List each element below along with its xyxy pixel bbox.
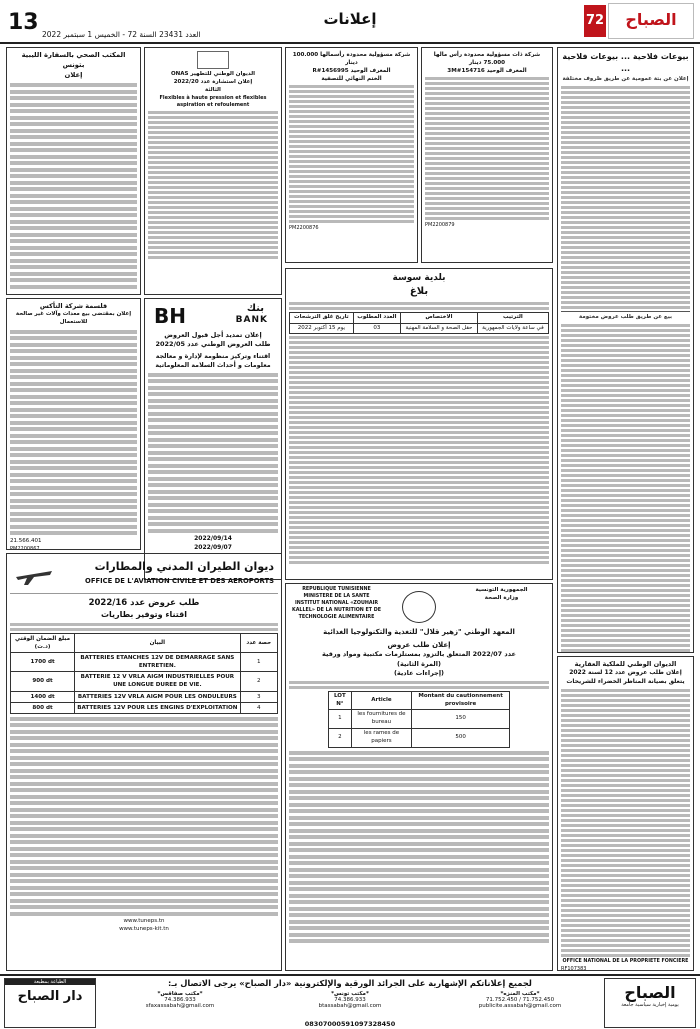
office-tunis-email[interactable]: btassabah@gmail.com [318, 1003, 382, 1009]
col-right-ads [557, 47, 694, 653]
onpf-sub2: يتعلق بصيانة المناظر الخضراء للشريحات [566, 678, 685, 686]
company-1-id: المعرف الوحيد 154716#3M [447, 68, 527, 75]
office-menzah-tel: 71.752.450 / 71.752.450 [485, 997, 555, 1003]
onpf-ad [557, 656, 694, 971]
oaca-ad [6, 553, 282, 971]
sousse-th: العدد المطلوب [353, 312, 400, 323]
office-sfax [100, 991, 260, 1009]
onas-body [148, 111, 278, 259]
sousse-ad [285, 268, 553, 580]
divider [561, 311, 690, 312]
office-sfax-label: *مكتب صفاقس* [157, 991, 203, 997]
sousse-th: الترتيب [477, 312, 548, 323]
footer-rib: 08307000591097328450 [304, 1020, 396, 1028]
bh-logo-text: BH [154, 304, 186, 328]
zouhair-td: 2 [329, 729, 352, 748]
bh-ar-text: بنك [246, 303, 264, 314]
oaca-td: BATTERIES 12V VRLA AIGM POUR LES ONDULEURS [75, 691, 241, 702]
company-ad-1 [421, 47, 553, 263]
office-tunis [270, 991, 430, 1009]
sousse-td: يوم 15 أكتوبر 2022 [290, 323, 354, 334]
footer-logo-text: الصباح [624, 983, 676, 1002]
libya-sub: إعلان [64, 70, 83, 79]
oaca-name-fr: OFFICE DE L'AVIATION CIVILE ET DES AEROPORTS [85, 577, 274, 585]
office-menzah-email[interactable]: publicite.assabah@gmail.com [478, 1003, 562, 1009]
sousse-title: بلدية سوسة [392, 273, 446, 283]
bh-title: إعلان تمديد أجل قبول العروض [164, 331, 262, 339]
oaca-body [10, 717, 278, 916]
min-fr: MINISTERE DE LA SANTE [303, 593, 370, 599]
company-2-sub: الختم النهائي للتصفية [321, 76, 382, 83]
logo-text: الصباح [625, 10, 677, 29]
office-menzah [440, 991, 600, 1009]
office-menzah-label: *مكتب المنزه* [500, 991, 540, 997]
zouhair-num: عدد 2022/07 المتعلق بالتزود بمستلزمات مكتبية ومواد ورقية [322, 650, 516, 659]
plane-icon [14, 563, 54, 587]
min-ar: وزارة الصحة [484, 594, 519, 601]
rep-ar: الجمهورية التونسية [475, 587, 528, 593]
oaca-td: 1400 dt [11, 691, 75, 702]
bh-date2: 2022/09/07 [194, 543, 232, 551]
col-right-sub1: إعلان عن بتة عمومية عن طريق ظروف مختلفة [562, 76, 689, 83]
page-number: 13 [8, 10, 39, 35]
libya-health-ad [6, 47, 141, 295]
zouhair-th: Montant du cautionnement provisoire [412, 691, 510, 710]
bh-logo [148, 302, 278, 328]
sousse-th: الاختصاص [401, 312, 478, 323]
masthead-logo [608, 3, 694, 39]
sousse-table [289, 312, 549, 335]
oaca-intro [10, 623, 278, 631]
company-2-title: شركة مسؤولية محدودة رأسمالها 100.000 دينار [292, 52, 411, 67]
zouhair-title: المعهد الوطني "زهير قلال" للتغذية والتكنولوجيا الغذائية [323, 628, 515, 636]
oaca-url2[interactable]: www.tuneps-kit.tn [119, 926, 169, 933]
onas-ad [144, 47, 282, 295]
office-tunis-tel: 74.386.933 [334, 997, 366, 1003]
onpf-body [561, 689, 690, 957]
office-sfax-email[interactable]: sfaxassabah@gmail.com [145, 1003, 215, 1009]
footer-logo-right [604, 978, 696, 1028]
zouhair-th: LOT N° [329, 691, 352, 710]
zouhair-td: les rames de papiers [351, 729, 411, 748]
liquidation-ad [6, 298, 141, 550]
oaca-td: 4 [240, 702, 277, 713]
section-title: إعلانات [323, 10, 377, 28]
oaca-td: 2 [240, 672, 277, 691]
inst-fr: INSTITUT NATIONAL «ZOUHAIR KALLEL» DE LA NUTRITION ET DE TECHNOLOGIE ALIMENTAIRE [292, 600, 381, 620]
zouhair-table [328, 691, 510, 749]
office-tunis-label: *مكتب تونس* [331, 991, 369, 997]
zouhair-th: Article [351, 691, 411, 710]
oaca-sub: اقتناء وتوفير بطاريات [100, 610, 188, 620]
oaca-td: 3 [240, 691, 277, 702]
footer-logo-left [4, 978, 96, 1028]
libya-body [10, 83, 137, 289]
zouhair-sub2: (إجراءات عادية) [393, 669, 445, 678]
footer-tagline2: الطباعة بمطبعة [5, 979, 95, 985]
zouhair-body [289, 751, 549, 944]
zouhair-ann: إعلان طلب عروض [387, 641, 451, 650]
company-1-title: شركة ذات مسؤولية محدودة رأس مالها 75.000 دينار [433, 52, 541, 67]
liquidation-body [10, 330, 137, 536]
oaca-banner [10, 557, 278, 594]
oaca-td: 1700 dt [11, 653, 75, 672]
oaca-table [10, 633, 278, 714]
company-1-body [425, 77, 549, 220]
sousse-sub: بلاغ [409, 286, 429, 298]
company-1-ref: PM2200879 [425, 222, 455, 229]
bh-body [148, 373, 278, 533]
oaca-td: BATTERIES ETANCHES 12V DE DEMARRAGE SANS ENTRETIEN. [75, 653, 241, 672]
onas-logo-icon [197, 51, 229, 69]
logo-72-icon: 72 [584, 5, 606, 37]
col-right-body-2 [561, 324, 690, 653]
onpf-ref: RF107383 [561, 965, 587, 971]
sousse-body [289, 336, 549, 564]
oaca-td: 800 dt [11, 702, 75, 713]
company-2-ref: PM2200876 [289, 225, 319, 232]
zouhair-ar-block [454, 587, 549, 603]
zouhair-td: 500 [412, 729, 510, 748]
zouhair-ad [285, 583, 553, 971]
oaca-th: مبلغ الضمان الوقتي (د.ت) [11, 633, 75, 652]
zouhair-td: 150 [412, 710, 510, 729]
sousse-th: تاريخ غلق الترشحات [290, 312, 354, 323]
oaca-th: حصة عدد [240, 633, 277, 652]
zouhair-logo-icon [402, 591, 436, 623]
col-right-sub2: بيع عن طريق طلب عروض مختومة [578, 314, 673, 321]
company-2-body [289, 85, 414, 223]
zouhair-header [289, 587, 549, 627]
oaca-td: BATTERIES 12V POUR LES ENGINS D'EXPLOITATION [75, 702, 241, 713]
oaca-td: 1 [240, 653, 277, 672]
onas-sub: إعلان استشارة عدد 2022/20 [173, 78, 253, 85]
zouhair-sub: (المرة الثانية) [397, 659, 441, 668]
onas-sub2: الثالثة [205, 86, 221, 93]
liquidation-sub: إعلان بمقتضى بيع معدات وآلات غير صالحة للاستعمال [15, 311, 132, 326]
onpf-sub: إعلان طلب عروض عدد 12 لسنة 2022 [569, 669, 682, 677]
zouhair-td: les fournitures de bureau [351, 710, 411, 729]
footer-banner: لجميع إعلاناتكم الإشهارية على الجرائد الورقية والإلكترونية «دار الصباح» يرجى الاتصال بـ: [168, 978, 532, 988]
zouhair-intro [289, 681, 549, 689]
oaca-url[interactable]: www.tuneps.tn [123, 918, 165, 925]
sousse-td: 03 [353, 323, 400, 334]
zouhair-td: 1 [329, 710, 352, 729]
onas-fr: Flexibles à haute pression et flexibles aspiration et refoulement [159, 94, 267, 109]
page-header [0, 0, 700, 44]
oaca-td: BATTERIE 12 V VRLA AIGM INDUSTRIELLES POUR UNE LONGUE DUREE DE VIE. [75, 672, 241, 691]
sousse-td: في ساعة ولايات الجمهورية [477, 323, 548, 334]
liquidation-title: قلسمة شركة التأكس [39, 302, 108, 310]
col2-companies [285, 47, 553, 265]
bh-sub: طلب العروض الوطني عدد 2022/05 [155, 340, 271, 349]
bh-bank-text: BANK [235, 315, 268, 325]
liquidation-tel: 21.566.401 [10, 537, 42, 544]
office-sfax-tel: 74.386.933 [164, 997, 196, 1003]
company-ad-2 [285, 47, 418, 263]
col-right-title: بيوعات فلاحية ... بيوعات فلاحية ... [562, 52, 689, 73]
sousse-td: حقل الصحة و السلامة المهنية [401, 323, 478, 334]
zouhair-fr-block [289, 587, 384, 622]
oaca-th: البيان [75, 633, 241, 652]
footer-logo2-text: دار الصباح [17, 989, 83, 1004]
bh-bank-ad [144, 298, 282, 580]
oaca-title: طلب عروض عدد 2022/16 [88, 598, 200, 608]
sousse-intro [289, 302, 549, 310]
bh-date: 2022/09/14 [194, 535, 232, 543]
issue-line: العدد 23431 السنة 72 - الخميس 1 سبتمبر 2022 [42, 30, 201, 39]
rep-fr: REPUBLIQUE TUNISIENNE [302, 587, 371, 592]
oaca-td: 900 dt [11, 672, 75, 691]
col-right-body-1 [561, 86, 690, 309]
liquidation-ref: PM2200867 [10, 545, 40, 550]
onas-title: الديوان الوطني للتطهير ONAS [170, 71, 256, 77]
company-2-id: المعرف الوحيد 1456995#R [312, 68, 391, 75]
footer-tagline: يومية إخبارية سياسية جامعة [621, 1002, 679, 1008]
oaca-name-ar: ديوان الطيران المدني والمطارات [94, 560, 274, 573]
footer [0, 974, 700, 1029]
libya-title: المكتب الصحي بالسفارة الليبية بتونس [21, 51, 126, 69]
onpf-title: الديوان الوطني للملكية العقارية [574, 660, 677, 668]
onpf-fr: OFFICE NATIONAL DE LA PROPRIETE FONCIERE [562, 958, 689, 964]
bh-sub2: اقتناء وتركيز منظومة لإدارة و معالجة معلومات و أحداث السلامة المعلوماتية [155, 352, 271, 369]
